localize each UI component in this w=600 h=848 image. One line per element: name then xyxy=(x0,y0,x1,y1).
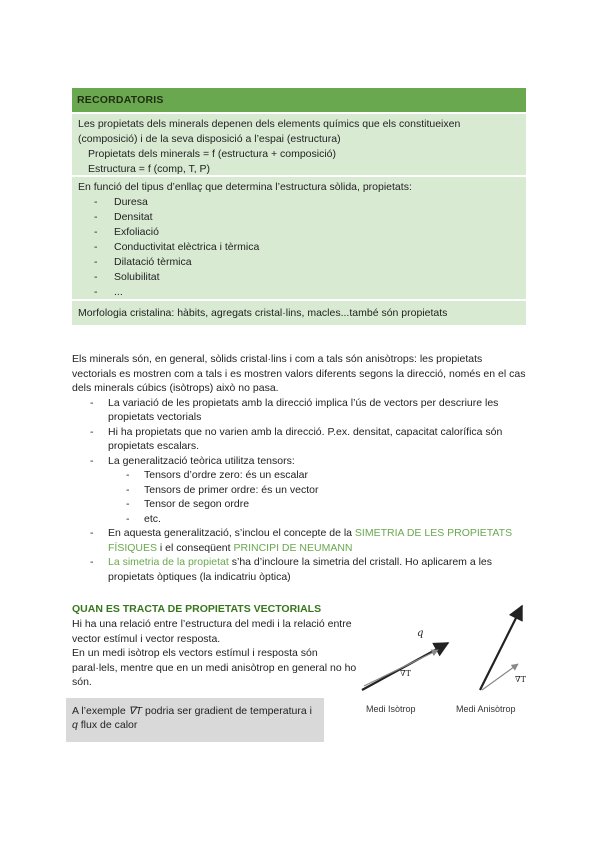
bond-intro: En funció del tipus d’enllaç que determina l’estructura sòlida, propietats: xyxy=(78,181,412,193)
vector-paragraph: Hi ha una relació entre l’estructura del medi i la relació entre vector estímul i vector resposta. xyxy=(72,618,352,645)
bond-section xyxy=(72,175,526,299)
composition-line: Les propietats dels minerals depenen dels elements químics que els constitueixen xyxy=(78,118,461,130)
concept-list xyxy=(72,396,528,585)
list-item: - Duresa xyxy=(78,195,520,210)
list-item: - Dilatació tèrmica xyxy=(78,255,520,270)
reminder-header: RECORDATORIS xyxy=(72,88,526,112)
symmetry-link[interactable]: SIMETRIA DE LES PROPIETATS FÍSIQUES xyxy=(108,527,513,554)
vector-diagram xyxy=(350,598,540,718)
list-item: - Hi ha propietats que no varien amb la direcció. P.ex. densitat, capacitat calorífica són propietats escalars. xyxy=(72,425,528,454)
anisotropy-section xyxy=(72,352,528,584)
note-text: A l’exemple xyxy=(72,705,129,717)
vector-section-title: QUAN ES TRACTA DE PROPIETATS VECTORIALS xyxy=(72,603,322,615)
tensor-intro: La generalització teòrica utilitza tensors: xyxy=(108,454,295,467)
property-list xyxy=(78,195,520,300)
formula-properties: Propietats dels minerals = f (estructura + composició) xyxy=(88,148,337,160)
isotropic-caption: Medi Isòtrop xyxy=(366,704,416,714)
list-item: - Conductivitat elèctrica i tèrmica xyxy=(78,240,520,255)
tensor-list xyxy=(108,468,528,526)
list-item: - Densitat xyxy=(78,210,520,225)
generalization-text: i el conseqüent xyxy=(157,541,234,554)
morphology-section: Morfologia cristalina: hàbits, agregats cristal·lins, macles...també són propietats xyxy=(72,299,526,325)
composition-line: (composició) i de la seva disposició a l’espai (estructura) xyxy=(78,133,341,145)
note-text: flux de calor xyxy=(77,719,138,731)
vector-text xyxy=(72,617,362,690)
iso-q-label: q xyxy=(417,628,424,639)
list-item: - La variació de les propietats amb la direcció implica l’ús de vectors per descriure les propietats vectorials xyxy=(72,396,528,425)
vector-paragraph: En un medi isòtrop els vectors estímul i resposta són paral·lels, mentre que en un medi anisòtrop en general no ho són. xyxy=(72,647,357,688)
neumann-link[interactable]: PRINCIPI DE NEUMANN xyxy=(233,541,353,554)
list-item xyxy=(72,555,528,584)
formula-structure: Estructura = f (comp, T, P) xyxy=(88,163,211,175)
list-item: - ... xyxy=(78,285,520,300)
list-item: - Tensor de segon ordre xyxy=(108,497,528,512)
property-symmetry-link[interactable]: La simetria de la propietat xyxy=(108,556,229,568)
list-item xyxy=(72,526,528,555)
note-text: podria ser gradient de temperatura i xyxy=(142,705,312,717)
symmetry-text: s’ha d’incloure la simetria del cristall. Ho aplicarem a les propietats òptiques (la indicatriu òptica) xyxy=(108,556,493,583)
iso-grad-arrow xyxy=(364,650,438,686)
example-note xyxy=(66,698,324,742)
gradient-symbol: ∇T xyxy=(128,705,143,717)
aniso-grad-label: ∇T xyxy=(515,675,526,684)
list-item: - Exfoliació xyxy=(78,225,520,240)
intro-paragraph: Els minerals són, en general, sòlids cristal·lins i com a tals són anisòtrops: les propietats vectorials es mostren com a tals i es mostren valors diferents segons la direcció, només en el cas dels minerals cúbics (isòtrops) això no pasa. xyxy=(72,353,526,394)
iso-grad-label: ∇T xyxy=(400,669,411,678)
list-item xyxy=(72,454,528,527)
q-symbol: q xyxy=(72,719,78,731)
list-item: - etc. xyxy=(108,512,528,527)
composition-section xyxy=(72,112,526,175)
list-item: - Tensors de primer ordre: és un vector xyxy=(108,483,528,498)
list-item: - Tensors d’ordre zero: és un escalar xyxy=(108,468,528,483)
generalization-text: En aquesta generalització, s’inclou el concepte de la xyxy=(108,527,355,539)
anisotropic-caption: Medi Anisòtrop xyxy=(456,704,516,714)
reminder-box xyxy=(72,88,526,325)
list-item: - Solubilitat xyxy=(78,270,520,285)
